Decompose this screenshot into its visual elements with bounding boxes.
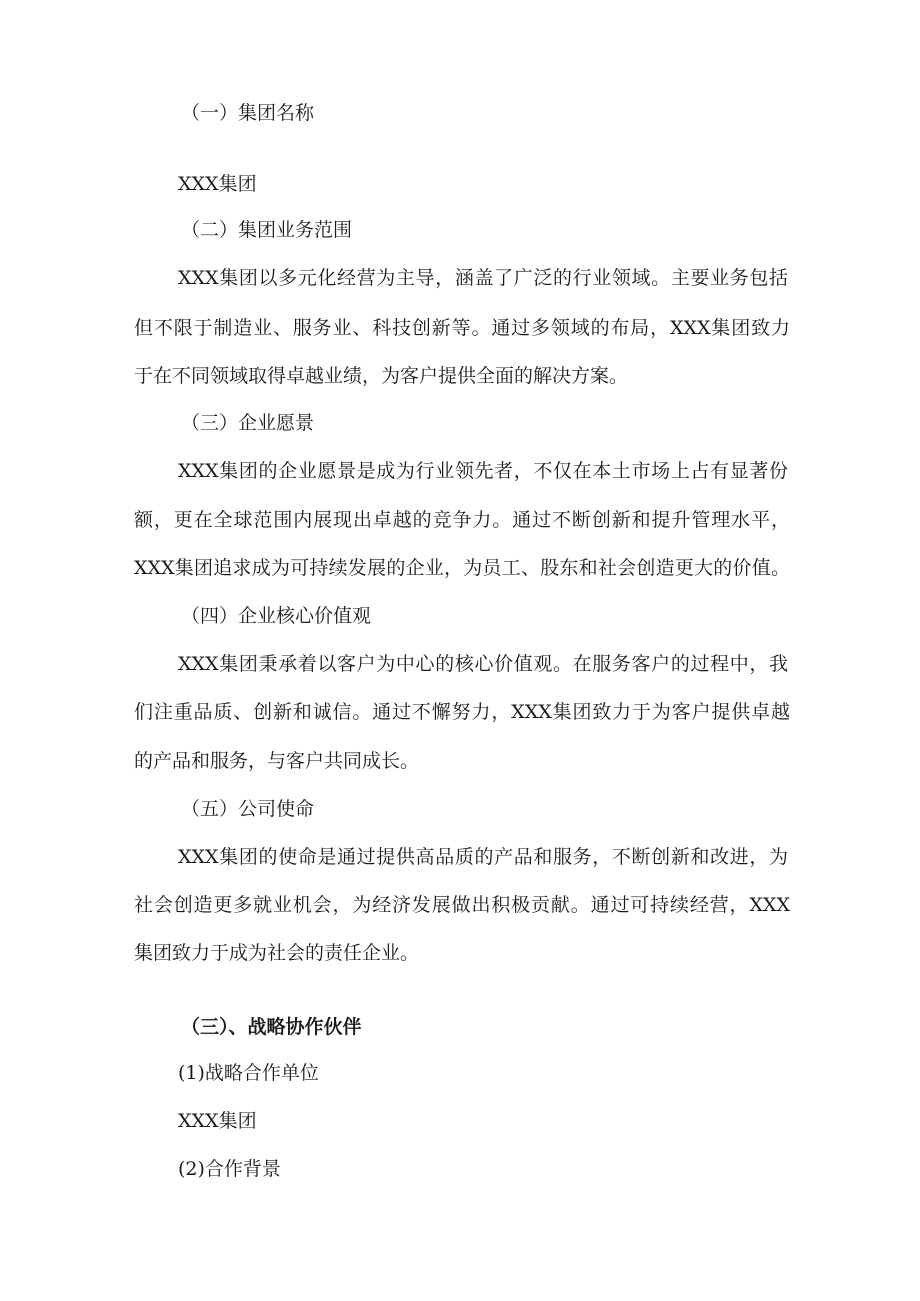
mission-line-1: XXX集团的使命是通过提供高品质的产品和服务，不断创新和改进，为 <box>178 846 788 868</box>
vision-line-3: XXX集团追求成为可持续发展的企业，为员工、股东和社会创造更大的价值。 <box>134 557 790 579</box>
business-scope-line-3: 于在不同领域取得卓越业绩，为客户提供全面的解决方案。 <box>134 365 629 387</box>
section-heading-group-name: （一）集团名称 <box>181 102 315 124</box>
partner-item-1-label: (1)战略合作单位 <box>178 1062 319 1084</box>
mission-line-3: 集团致力于成为社会的责任企业。 <box>134 942 420 964</box>
core-values-line-1: XXX集团秉承着以客户为中心的核心价值观。在服务客户的过程中，我 <box>178 653 788 675</box>
vision-line-1: XXX集团的企业愿景是成为行业领先者，不仅在本土市场上占有显著份 <box>178 460 788 482</box>
group-name-value: XXX集团 <box>178 173 257 195</box>
section-heading-mission: （五）公司使命 <box>181 798 315 820</box>
business-scope-line-1: XXX集团以多元化经营为主导，涵盖了广泛的行业领域。主要业务包括 <box>178 267 788 289</box>
mission-line-2: 社会创造更多就业机会，为经济发展做出积极贡献。通过可持续经营，XXX <box>134 894 790 916</box>
section-heading-strategic-partners: （三）、战略协作伙伴 <box>181 1016 362 1038</box>
section-heading-business-scope: （二）集团业务范围 <box>181 219 353 241</box>
section-heading-vision: （三）企业愿景 <box>181 412 315 434</box>
core-values-line-2: 们注重品质、创新和诚信。通过不懈努力，XXX集团致力于为客户提供卓越 <box>134 701 790 723</box>
section-heading-core-values: （四）企业核心价值观 <box>181 605 372 627</box>
core-values-line-3: 的产品和服务，与客户共同成长。 <box>134 750 420 772</box>
business-scope-line-2: 但不限于制造业、服务业、科技创新等。通过多领域的布局，XXX集团致力 <box>134 317 790 339</box>
partner-item-1-value: XXX集团 <box>178 1110 257 1132</box>
partner-item-2-label: (2)合作背景 <box>178 1158 281 1180</box>
vision-line-2: 额，更在全球范围内展现出卓越的竞争力。通过不断创新和提升管理水平， <box>134 509 790 531</box>
